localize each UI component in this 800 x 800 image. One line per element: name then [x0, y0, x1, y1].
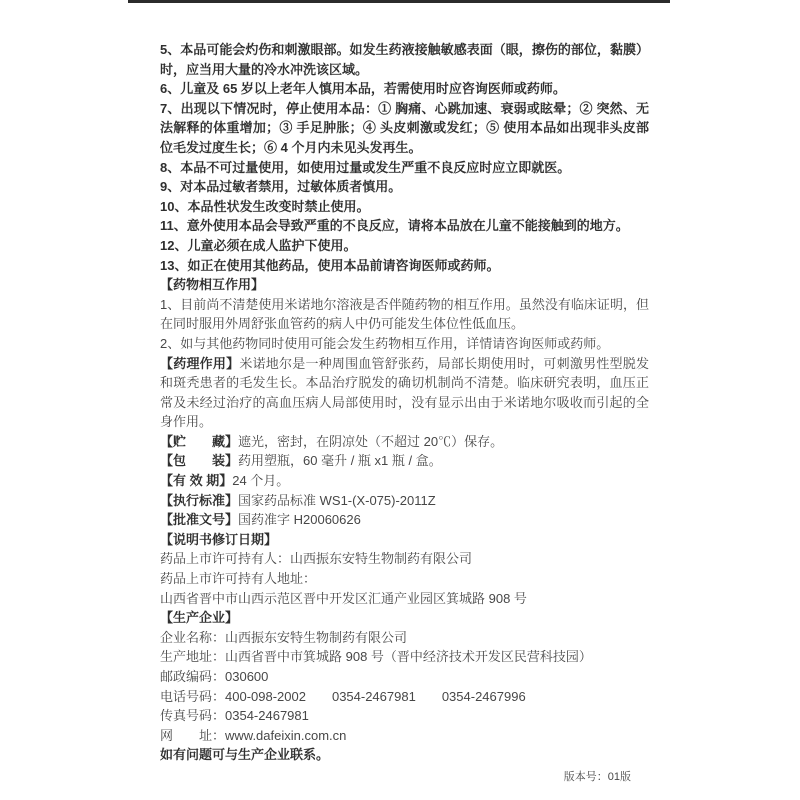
leaflet-paragraph — [160, 236, 649, 256]
paragraph-text: 邮政编码：030600 — [160, 669, 269, 684]
leaflet-paragraph — [160, 197, 649, 217]
paragraph-text: 药用塑瓶，60 毫升 / 瓶 x1 瓶 / 盒。 — [238, 453, 442, 469]
paragraph-text: 【药物相互作用】 — [160, 277, 265, 293]
leaflet-paragraph — [160, 667, 649, 687]
section-label: 【批准文号】 — [160, 512, 239, 528]
leaflet-paragraph — [160, 158, 649, 178]
section-label: 【包 装】 — [160, 453, 239, 469]
leaflet-paragraph — [160, 295, 649, 334]
paragraph-text: 6、儿童及 65 岁以上老年人慎用本品，若需使用时应咨询医师或药师。 — [160, 81, 566, 97]
leaflet-paragraph — [160, 491, 649, 511]
leaflet-paragraph — [160, 510, 649, 530]
version-note: 版本号：01版 — [563, 770, 631, 783]
paragraph-text: 药品上市许可持有人：山西振东安特生物制药有限公司 — [160, 551, 473, 567]
paragraph-text: 山西省晋中市山西示范区晋中开发区汇通产业园区箕城路 908 号 — [160, 590, 527, 606]
leaflet-paragraph — [160, 628, 649, 648]
leaflet-paragraph — [160, 726, 649, 746]
leaflet-paragraph — [160, 256, 649, 276]
paragraph-text: 11、意外使用本品会导致严重的不良反应，请将本品放在儿童不能接触到的地方。 — [160, 218, 629, 234]
paragraph-text: 米诺地尔是一种周围血管舒张药，局部长期使用时，可刺激男性型脱发和斑秃患者的毛发生长。本品治疗脱发的确切机制尚不清楚。临床研究表明，血压正常及未经过治疗的高血压病人局部使用时，没有显示出由于米诺地尔吸收而引起的全身作用。 — [160, 355, 649, 430]
leaflet-paragraph — [160, 334, 649, 354]
section-header — [160, 608, 649, 628]
paragraph-text: 网 址：www.dafeixin.com.cn — [160, 727, 347, 743]
paragraph-text: 遮光，密封，在阴凉处（不超过 20℃）保存。 — [238, 433, 504, 449]
paragraph-text: 生产地址：山西省晋中市箕城路 908 号（晋中经济技术开发区民营科技园） — [160, 649, 592, 665]
leaflet-paragraph — [160, 354, 649, 432]
leaflet-paragraph — [160, 471, 649, 491]
section-label: 【贮 藏】 — [160, 433, 239, 449]
leaflet-paragraph — [160, 647, 649, 667]
section-label: 【有 效 期】 — [160, 473, 233, 489]
paragraph-text: 1、目前尚不清楚使用米诺地尔溶液是否伴随药物的相互作用。虽然没有临床证明，但在同时服用外周舒张血管药的病人中仍可能发生体位性低血压。 — [160, 296, 649, 332]
paragraph-text: 国药准字 H20060626 — [238, 512, 361, 528]
section-label: 【执行标准】 — [160, 492, 239, 508]
leaflet-paragraph — [160, 432, 649, 452]
leaflet-paragraph — [160, 549, 649, 569]
leaflet-paragraph — [160, 706, 649, 726]
paragraph-text: 7、出现以下情况时，停止使用本品：① 胸痛、心跳加速、衰弱或眩晕；② 突然、无法解释的体重增加；③ 手足肿胀；④ 头皮刺激或发红；⑤ 使用本品如出现非头皮部位毛发过度生长；⑥ 4 个月内未见头发再生。 — [160, 100, 649, 155]
section-header — [160, 275, 649, 295]
paragraph-text: 8、本品不可过量使用，如使用过量或发生严重不良反应时应立即就医。 — [160, 159, 571, 175]
leaflet-paragraph — [160, 99, 649, 158]
leaflet-paragraph — [160, 569, 649, 589]
paragraph-text: 企业名称：山西振东安特生物制药有限公司 — [160, 629, 408, 645]
paragraph-text: 5、本品可能会灼伤和刺激眼部。如发生药液接触敏感表面（眼，擦伤的部位，黏膜）时，应当用大量的冷水冲洗该区域。 — [160, 42, 649, 77]
paragraph-text: 国家药品标准 WS1-(X-075)-2011Z — [238, 492, 436, 508]
leaflet-paragraph — [160, 40, 649, 79]
paragraph-text: 电话号码：400-098-2002 0354-2467981 0354-2467996 — [160, 688, 526, 704]
section-label: 【药理作用】 — [160, 355, 240, 371]
leaflet-body — [160, 40, 649, 788]
paragraph-text: 10、本品性状发生改变时禁止使用。 — [160, 198, 370, 214]
paragraph-text: 12、儿童必须在成人监护下使用。 — [160, 237, 357, 253]
leaflet-paragraph — [160, 451, 649, 471]
leaflet-paragraph — [160, 687, 649, 707]
paragraph-text: 【生产企业】 — [160, 610, 239, 626]
top-edge-rule — [128, 0, 670, 3]
leaflet-paragraph — [160, 745, 649, 765]
paragraph-text: 传真号码：0354-2467981 — [160, 708, 309, 724]
paragraph-text: 9、对本品过敏者禁用，过敏体质者慎用。 — [160, 179, 402, 195]
paragraph-text: 【说明书修订日期】 — [160, 531, 278, 547]
section-header — [160, 530, 649, 550]
paragraph-text: 24 个月。 — [232, 473, 290, 489]
paragraph-text: 2、如与其他药物同时使用可能会发生药物相互作用，详情请咨询医师或药师。 — [160, 335, 610, 351]
leaflet-paragraph — [160, 79, 649, 99]
paragraph-text: 13、如正在使用其他药品，使用本品前请咨询医师或药师。 — [160, 257, 500, 273]
leaflet-paragraph — [160, 216, 649, 236]
paragraph-text: 药品上市许可持有人地址： — [160, 571, 317, 587]
paragraph-text: 如有问题可与生产企业联系。 — [160, 747, 330, 763]
leaflet-paragraph — [160, 177, 649, 197]
leaflet-paragraph — [160, 589, 649, 609]
